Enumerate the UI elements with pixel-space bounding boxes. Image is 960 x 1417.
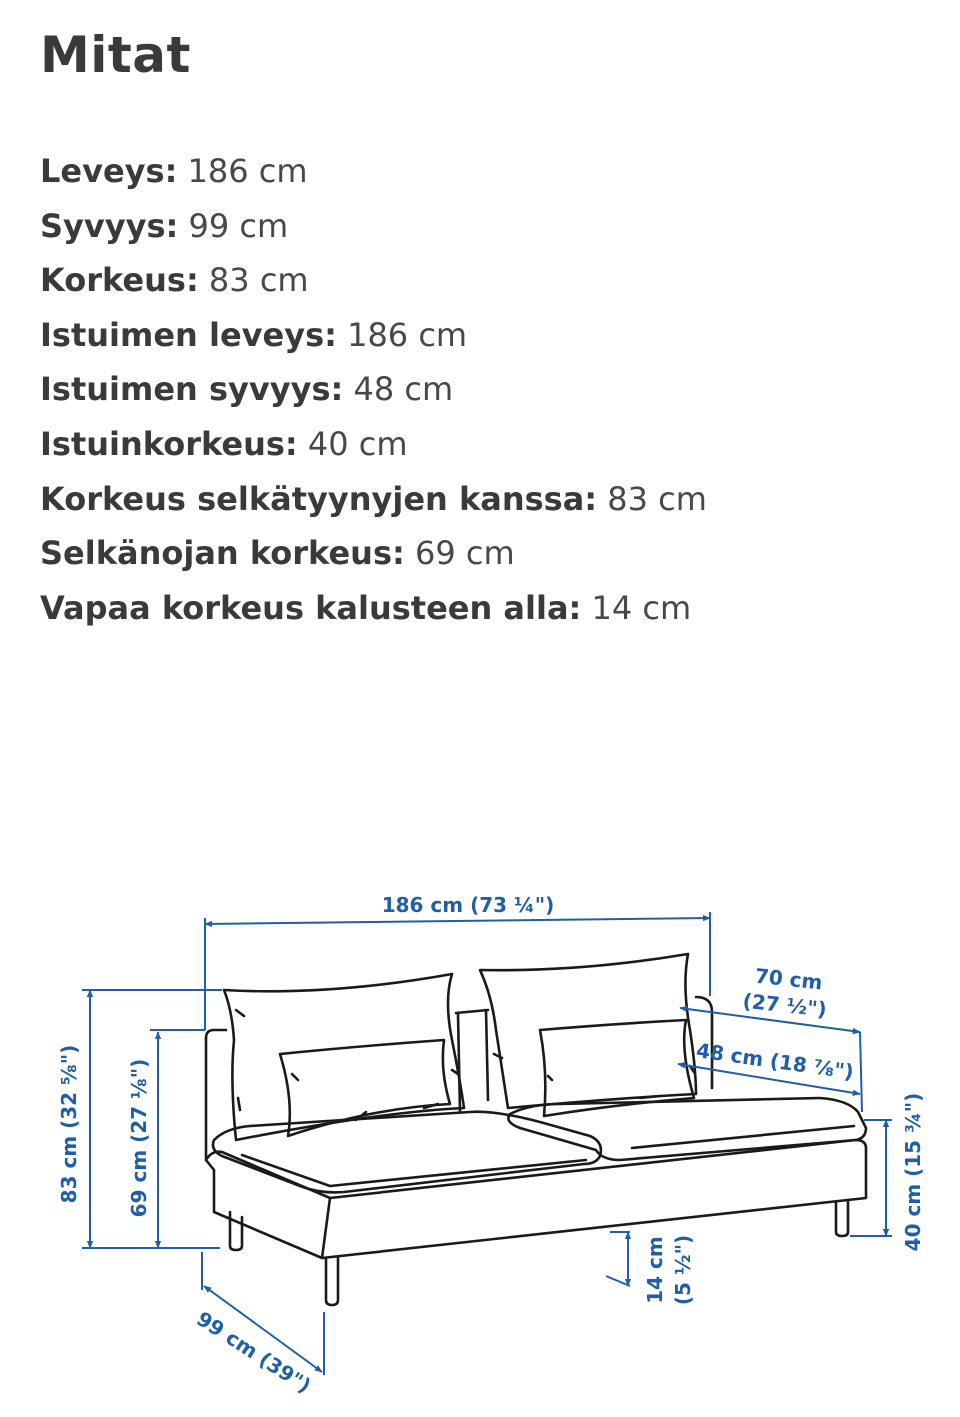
page-title: Mitat	[40, 26, 191, 84]
dimension-row-height-with-cushions	[40, 472, 707, 527]
armrest-depth-label: 70 cm	[753, 963, 824, 995]
dimension-label: Vapaa korkeus kalusteen alla:	[40, 588, 582, 627]
armrest-depth-inch-label: (27 ½")	[741, 988, 828, 1022]
dimension-row-width	[40, 144, 707, 199]
dimension-row-backrest-height	[40, 526, 707, 581]
seat-cushion-left	[213, 1112, 601, 1193]
width-dimension-line	[205, 918, 710, 924]
dimension-label: Syvyys:	[40, 206, 179, 245]
clearance-inch-label: (5 ½")	[671, 1234, 695, 1306]
back-cushion-right	[480, 954, 696, 1108]
dimension-label: Istuinkorkeus:	[40, 424, 298, 463]
sofa-leg-front-left	[326, 1257, 338, 1305]
back-height-label: 69 cm (27 ⅛")	[127, 1058, 151, 1218]
dimension-value: 186 cm	[347, 315, 468, 354]
dimension-label: Leveys:	[40, 152, 178, 190]
sofa-leg-front-right	[836, 1200, 848, 1236]
dimensions-list	[40, 144, 707, 635]
dimension-label: Korkeus selkätyynyjen kanssa:	[40, 479, 598, 518]
clearance-label: 14 cm	[643, 1236, 667, 1304]
dimension-row-seat-height	[40, 417, 707, 472]
back-cushion-left-detail	[236, 1010, 458, 1110]
dimension-value: 83 cm	[208, 261, 309, 300]
seat-depth-label: 48 cm (18 ⅞")	[694, 1038, 856, 1084]
width-label: 186 cm (73 ¼")	[381, 893, 555, 917]
dimension-value: 48 cm	[353, 370, 454, 409]
sofa-dimension-drawing	[0, 860, 960, 1417]
scatter-pillow-left-detail	[292, 1074, 438, 1120]
scatter-pillow-right-detail	[548, 1076, 660, 1098]
back-cushion-right-detail	[494, 1054, 694, 1072]
sofa-leg-back-left	[230, 1212, 242, 1250]
dimension-value: 99 cm	[188, 206, 289, 245]
total-height-label: 83 cm (32 ⅝")	[57, 1044, 81, 1204]
dimension-value: 69 cm	[414, 534, 515, 573]
dimension-value: 186 cm	[187, 152, 308, 190]
depth-label: 99 cm (39")	[192, 1306, 316, 1398]
dimension-row-depth	[40, 199, 707, 254]
dimension-label: Korkeus:	[40, 261, 199, 300]
dimension-row-clearance	[40, 581, 707, 636]
dimension-label: Istuimen syvyys:	[40, 370, 344, 409]
sofa-left-side	[206, 1038, 214, 1170]
seat-height-label: 40 cm (15 ¾")	[901, 1092, 925, 1252]
sofa-front-corner	[322, 1198, 330, 1258]
dimension-row-seat-width	[40, 308, 707, 363]
dimension-label: Istuimen leveys:	[40, 315, 337, 354]
dimension-row-height	[40, 253, 707, 308]
dimension-label: Selkänojan korkeus:	[40, 534, 405, 573]
dimension-value: 14 cm	[591, 588, 692, 627]
dimension-value: 40 cm	[307, 424, 408, 463]
dimension-row-seat-depth	[40, 362, 707, 417]
dimension-value: 83 cm	[607, 479, 707, 518]
